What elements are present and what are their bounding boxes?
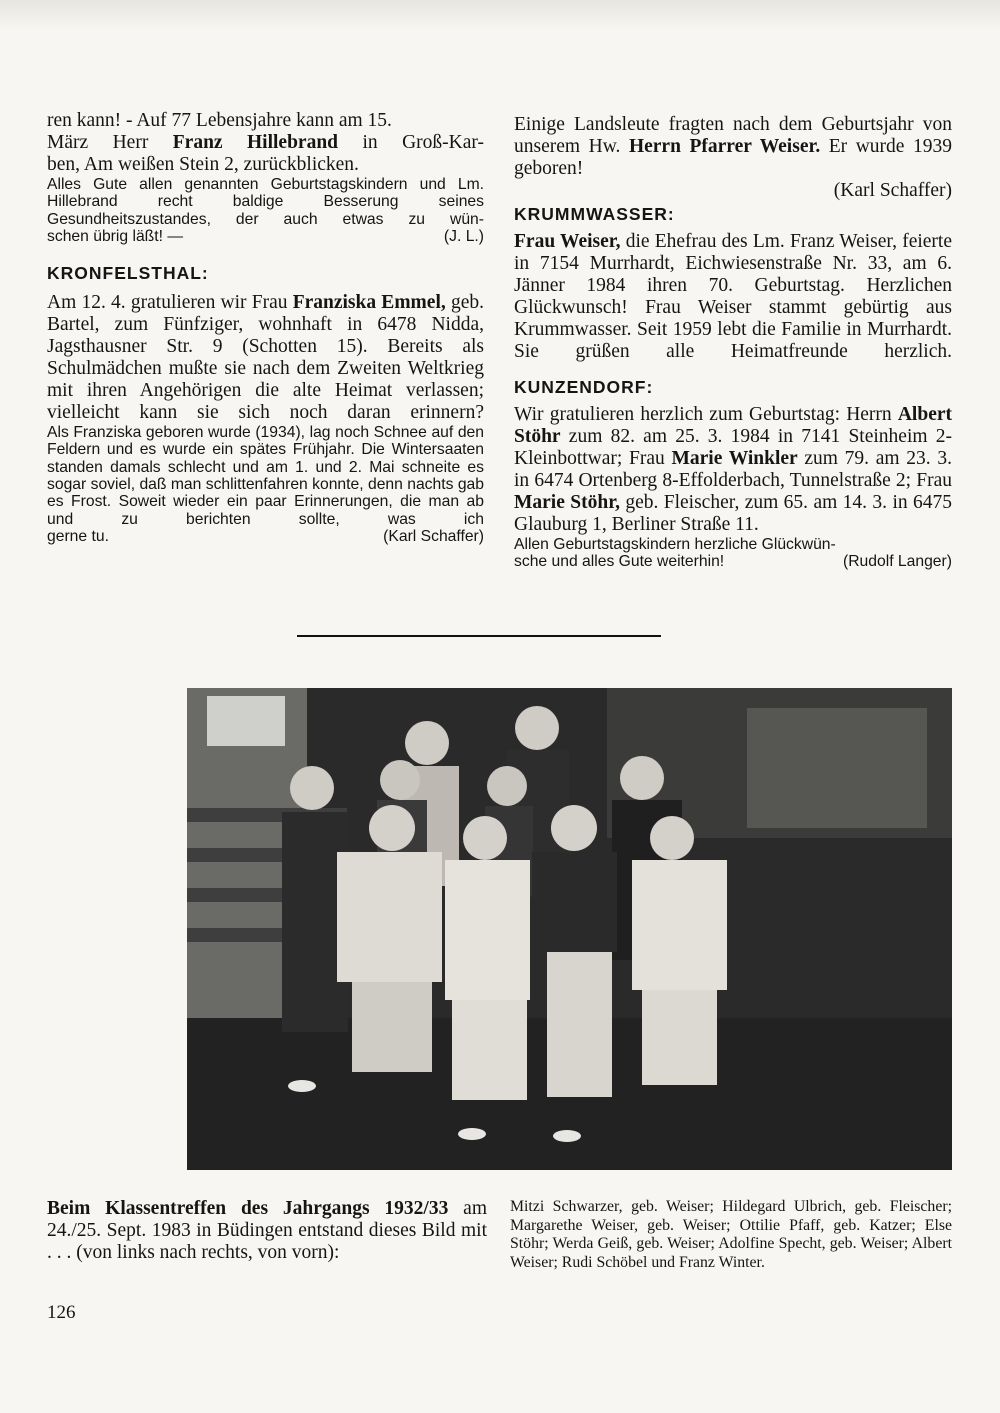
kronfelsthal-pre: Am 12. 4. gratulieren wir Frau — [47, 292, 293, 314]
weiser-pre: Einige Landsleute fragten nach dem Geburtsjahr von unserem Hw. — [514, 114, 952, 157]
intro-line-1: ren kann! - Auf 77 Lebensjahre kann am 15. — [47, 110, 392, 131]
signature-karl-schaffer-2: (Karl Schaffer) — [833, 180, 952, 201]
intro-wishes-last-line: schen übrig läßt! — — [47, 227, 184, 245]
krummwasser-body: die Ehefrau des Lm. Franz Weiser, feierte in 7154 Murrhardt, Eichwiesenstraße Nr. 33, am 6. Jänner 1984 ihren 70. Geburtstag. Herzlichen Glückwunsch! Frau Weiser stammt gebürtig aus Krummwasser. Seit 1959 lebt die Familie in Murrhardt. Sie grüßen alle Heimatfreunde herzlich. — [514, 231, 952, 362]
left-column — [47, 110, 484, 545]
caption-intro — [47, 1198, 487, 1264]
kunzendorf-last-line: sche und alles Gute weiterhin! — [514, 553, 725, 571]
kunzendorf-t3: zum 79. am 23. 3. in 6474 Ortenberg 8-Effolderbach, Tunnelstraße 2; Frau — [514, 448, 952, 491]
weiser-text — [514, 114, 952, 180]
intro-wishes: Alles Gute allen genannten Geburtstagskindern und Lm. Hillebrand recht baldige Besserung seines Gesundheitszustandes, der auch etwas zu wün- — [47, 176, 484, 228]
kunzendorf-wishes: Allen Geburtstagskindern herzliche Glückwün- — [514, 536, 836, 553]
page-top-band — [0, 0, 1000, 30]
kunzendorf-end — [514, 553, 952, 570]
weiser-post: Er wurde 1939 geboren! — [514, 136, 952, 179]
kronfelsthal-end — [47, 528, 484, 545]
kunzendorf-t1: Wir gratulieren herzlich zum Geburtstag: Herrn — [514, 404, 898, 425]
page-number: 126 — [47, 1302, 76, 1323]
intro-line-2-pre: März Herr — [47, 132, 173, 153]
section-divider — [297, 635, 661, 637]
kronfelsthal-memory: Als Franziska geboren wurde (1934), lag noch Schnee auf den Feldern und es wurde ein spätes Frühjahr. Die Wintersaaten standen damals schlecht und am 1. und 2. Mai schneite es sogar soviel, daß man schlittenfahren konnte, denn nachts gab es Frost. Soweit wieder ein paar Erinnerungen, die man ab und zu berichten sollte, was ich — [47, 424, 484, 528]
caption-text: am 24./25. Sept. 1983 in Büdingen entstand dieses Bild mit . . . (von links nach rechts, von vorn): — [47, 1198, 487, 1263]
name-franziska-emmel: Franziska Emmel, — [292, 292, 446, 314]
kronfelsthal-text — [47, 292, 484, 424]
signature-rudolf-langer: (Rudolf Langer) — [842, 553, 952, 571]
name-pfarrer-weiser: Herrn Pfarrer Weiser. — [628, 136, 821, 157]
kunzendorf-t2: zum 82. am 25. 3. 1984 in 7141 Steinheim 2-Kleinbottwar; Frau — [514, 426, 952, 469]
group-photo-drawing — [187, 688, 952, 1170]
right-column — [514, 114, 952, 571]
krummwasser-text — [514, 231, 952, 363]
caption-bold: Beim Klassentreffen des Jahrgangs 1932/33 — [47, 1198, 449, 1219]
kronfelsthal-body: geb. Bartel, zum Fünfziger, wohnhaft in 6478 Nidda, Jagsthausner Str. 9 (Schotten 15). Bereits als Schulmädchen mußte sie nach dem Zweiten Weltkrieg mit ihren Angehörigen die alte Heimat verlassen; vielleicht kann sie sich noch daran erinnern? — [47, 292, 485, 424]
group-photo — [187, 688, 952, 1170]
intro-line-2 — [47, 132, 484, 154]
kunzendorf-text — [514, 404, 952, 536]
name-franz-hillebrand: Franz Hillebrand — [172, 132, 339, 153]
heading-kronfelsthal: KRONFELSTHAL: — [47, 263, 209, 284]
heading-krummwasser: KRUMMWASSER: — [514, 204, 675, 224]
intro-line-3: ben, Am weißen Stein 2, zurückblicken. — [47, 154, 359, 175]
intro-line-2-post: in Groß-Kar- — [338, 132, 484, 153]
signature-jl: (J. L.) — [443, 227, 484, 245]
heading-kunzendorf: KUNZENDORF: — [514, 377, 654, 397]
photo-caption-left — [47, 1198, 487, 1264]
door-sign — [207, 696, 285, 746]
photo-caption-right — [510, 1198, 952, 1272]
name-frau-weiser: Frau Weiser, — [514, 231, 621, 252]
kronfelsthal-last-line: gerne tu. — [47, 527, 109, 545]
window — [747, 708, 927, 828]
name-albert-stoehr: Albert Stöhr — [514, 404, 952, 447]
name-marie-winkler: Marie Winkler — [671, 448, 798, 469]
weiser-signature-row — [514, 180, 952, 202]
intro-wishes-end — [47, 228, 484, 245]
signature-karl-schaffer-1: (Karl Schaffer) — [383, 527, 484, 545]
kunzendorf-t4: geb. Fleischer, zum 65. am 14. 3. in 6475 Glauburg 1, Berliner Straße 11. — [514, 492, 952, 535]
name-marie-stoehr: Marie Stöhr, — [514, 492, 620, 513]
caption-names: Mitzi Schwarzer, geb. Weiser; Hildegard Ulbrich, geb. Fleischer; Margarethe Weiser, geb. Weiser; Ottilie Pfaff, geb. Katzer; Else Stöhr; Werda Geiß, geb. Weiser; Adolfine Specht, geb. Weiser; Albert Weiser; Rudi Schöbel und Franz Winter. — [510, 1198, 952, 1271]
